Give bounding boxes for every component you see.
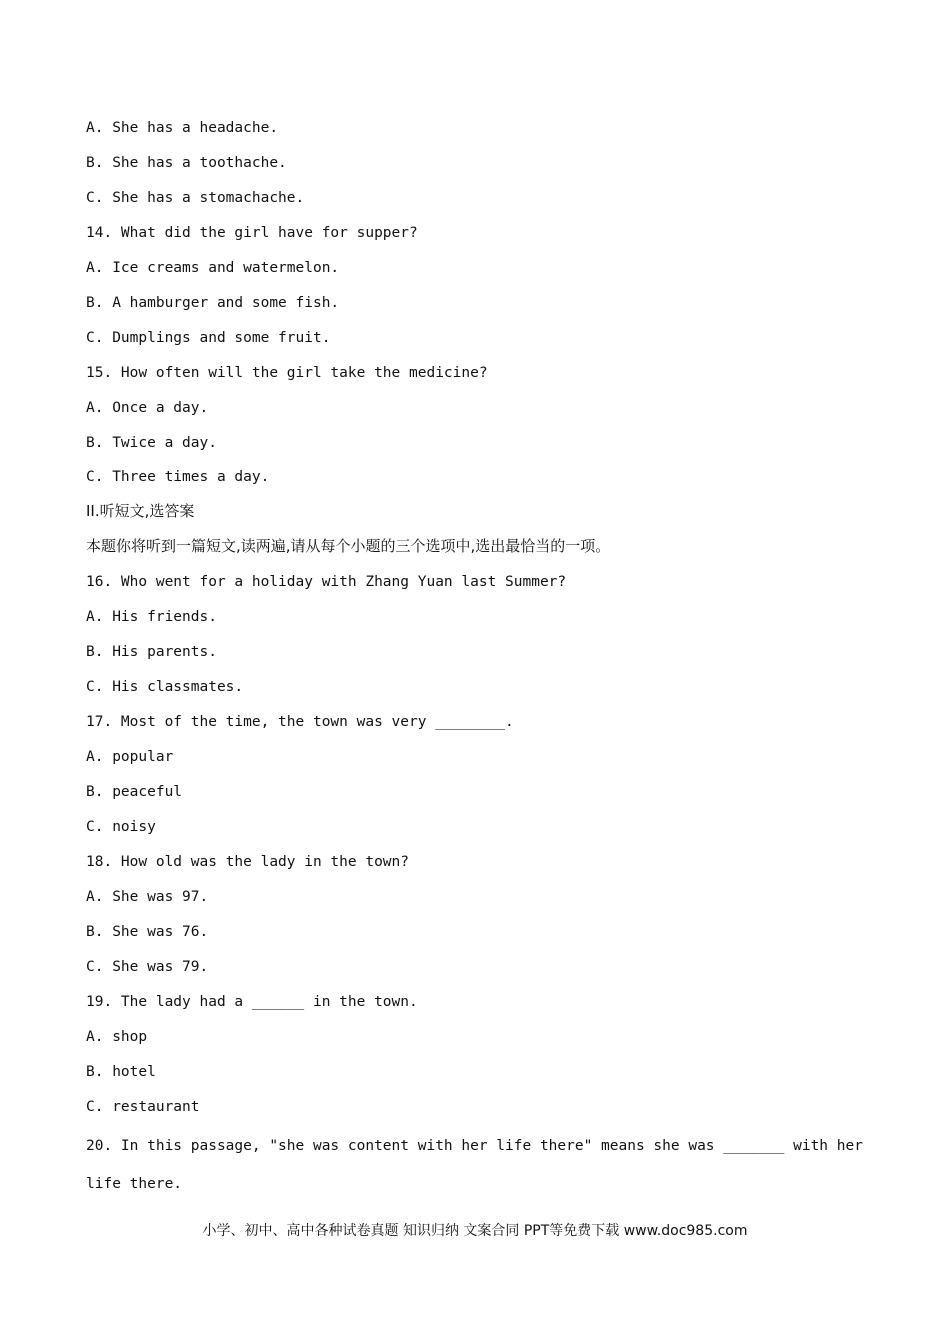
section-instructions: 本题你将听到一篇短文,读两遍,请从每个小题的三个选项中,选出最恰当的一项。: [86, 537, 611, 555]
question-14: 14. What did the girl have for supper?: [86, 225, 418, 241]
option-16a: A. His friends.: [86, 609, 217, 625]
option-17a: A. popular: [86, 749, 174, 765]
question-15: 15. How often will the girl take the medicine?: [86, 365, 488, 381]
option-16c: C. His classmates.: [86, 679, 244, 695]
option-13b: B. She has a toothache.: [86, 155, 287, 171]
option-18c: C. She was 79.: [86, 959, 209, 975]
question-16: 16. Who went for a holiday with Zhang Yuan last Summer?: [86, 574, 567, 590]
question-19: 19. The lady had a ______ in the town.: [86, 994, 418, 1010]
option-14a: A. Ice creams and watermelon.: [86, 260, 340, 276]
option-13c: C. She has a stomachache.: [86, 190, 305, 206]
option-15c: C. Three times a day.: [86, 469, 270, 485]
page-footer: 小学、初中、高中各种试卷真题 知识归纳 文案合同 PPT等免费下载 www.doc985.com: [202, 1223, 748, 1239]
option-15a: A. Once a day.: [86, 400, 209, 416]
question-18: 18. How old was the lady in the town?: [86, 854, 410, 870]
option-18a: A. She was 97.: [86, 889, 209, 905]
question-20: 20. In this passage, "she was content with her life there" means she was _______ with her life there.: [86, 1138, 872, 1192]
option-19a: A. shop: [86, 1029, 148, 1045]
question-17: 17. Most of the time, the town was very ________.: [86, 714, 514, 730]
option-19c: C. restaurant: [86, 1099, 200, 1115]
option-17c: C. noisy: [86, 819, 156, 835]
option-15b: B. Twice a day.: [86, 435, 217, 451]
option-18b: B. She was 76.: [86, 924, 209, 940]
option-16b: B. His parents.: [86, 644, 217, 660]
option-14c: C. Dumplings and some fruit.: [86, 330, 331, 346]
option-13a: A. She has a headache.: [86, 120, 279, 136]
option-17b: B. peaceful: [86, 784, 183, 800]
section-heading: II.听短文,选答案: [86, 502, 195, 520]
option-19b: B. hotel: [86, 1064, 156, 1080]
option-14b: B. A hamburger and some fish.: [86, 295, 340, 311]
